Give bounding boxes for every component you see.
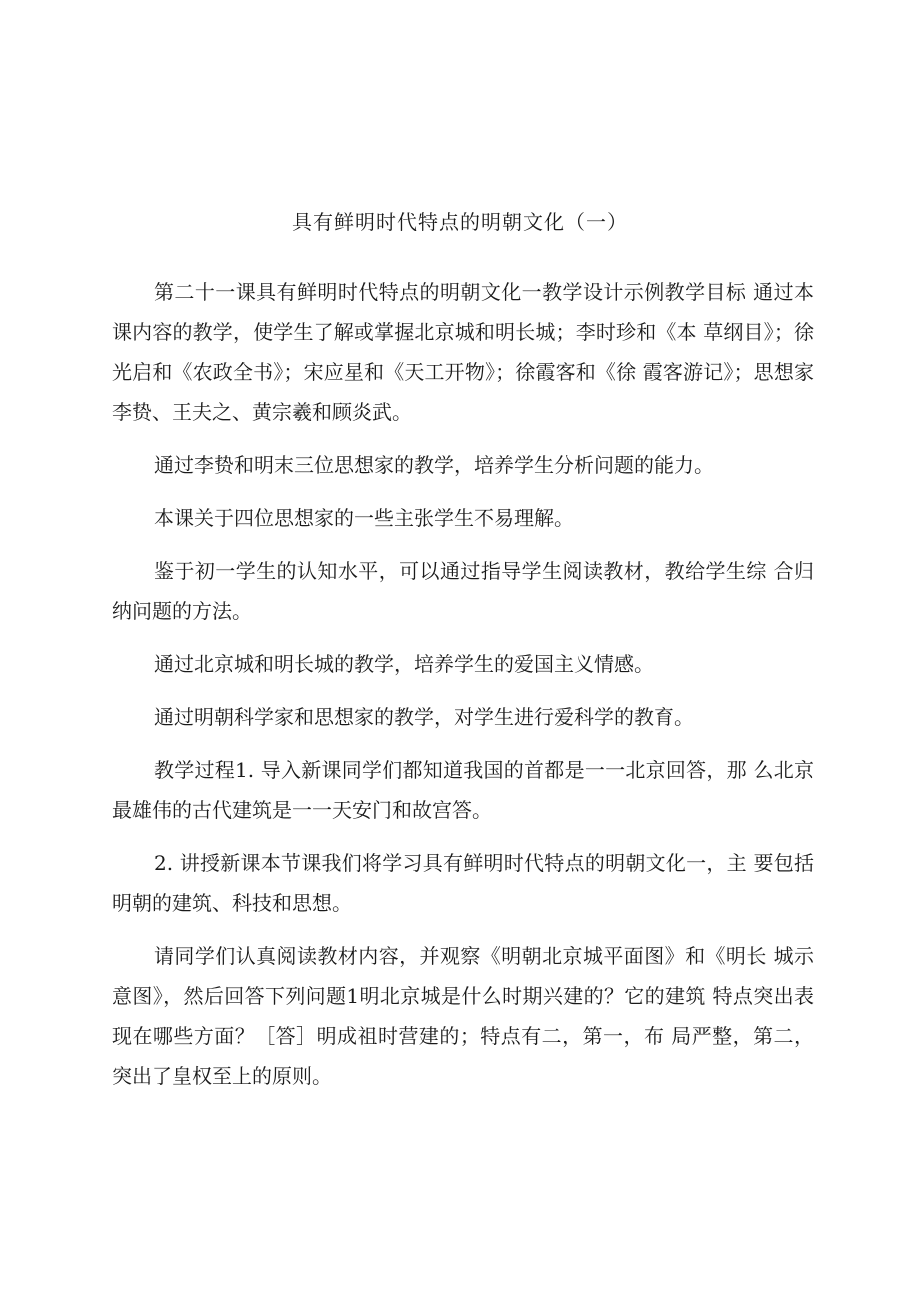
- paragraph-difficulty: 本课关于四位思想家的一些主张学生不易理解。: [154, 506, 574, 530]
- paragraph-method: 鉴于初一学生的认知水平，可以通过指导学生阅读教材，教给学生综 合归纳问题的方法。: [112, 559, 814, 623]
- paragraph-question: 请同学们认真阅读教材内容，并观察《明朝北京城平面图》和《明长 城示意图》，然后回答下列问题1明北京城是什么时期兴建的？它的建筑 特点突出表现在哪些方面？［答］明成祖时营建的；特点有二，第一，布 局严整，第二，突出了皇权至上的原则。: [112, 944, 814, 1088]
- paragraph-objectives: 第二十一课具有鲜明时代特点的明朝文化一教学设计示例教学目标 通过本课内容的教学，使学生了解或掌握北京城和明长城；李时珍和《本 草纲目》；徐光启和《农政全书》；宋应星和《天工开物》；徐霞客和《徐 霞客游记》；思想家李贽、王夫之、黄宗羲和顾炎武。: [112, 280, 814, 424]
- paragraph-science: 通过明朝科学家和思想家的教学，对学生进行爱科学的教育。: [154, 705, 694, 729]
- document-body: [112, 272, 814, 1096]
- paragraph-new-lesson: 2. 讲授新课本节课我们将学习具有鲜明时代特点的明朝文化一，主 要包括明朝的建筑、科技和思想。: [112, 851, 814, 915]
- paragraph-patriotism: 通过北京城和明长城的教学，培养学生的爱国主义情感。: [154, 652, 654, 676]
- paragraph-introduction: 教学过程1. 导入新课同学们都知道我国的首都是一一北京回答，那 么北京最雄伟的古代建筑是一一天安门和故宫答。: [112, 758, 814, 822]
- document-title: 具有鲜明时代特点的明朝文化（一）: [292, 210, 628, 234]
- paragraph-analysis-ability: 通过李贽和明末三位思想家的教学，培养学生分析问题的能力。: [154, 453, 714, 477]
